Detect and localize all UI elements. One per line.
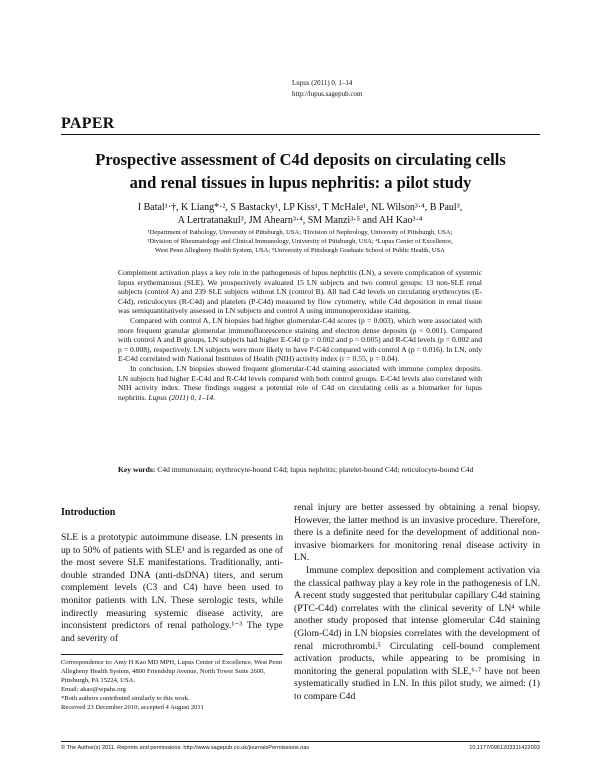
keywords-text: C4d immunostain; erythrocyte-bound C4d; lupus nephritis; platelet-bound C4d; reticulocyte-bound C4d — [157, 465, 474, 474]
footer-rule — [61, 741, 540, 742]
affiliations — [70, 228, 530, 255]
title-line-2: and renal tissues in lupus nephritis: a pilot study — [129, 173, 472, 192]
intro-paragraph-1: SLE is a prototypic autoimmune disease. LN presents in up to 50% of patients with SLE¹ and is regarded as one of the most severe SLE manifestations. Traditionally, anti-double stranded DNA (anti-dsDNA) titers, and serum complement levels (C3 and C4) have been used to monitor patients with LN. These serologic tests, while indirectly measuring systemic disease activity, are inconsistent predictors of renal pathology.¹⁻³ The type and severity of — [61, 532, 283, 644]
journal-url[interactable]: http://lupus.sagepub.com — [292, 90, 363, 98]
equal-contribution-note: *Both authors contributed similarly to this work. — [61, 695, 190, 702]
authors-line-1: I Batal¹·†, K Liang*·², S Bastacky¹, LP Kiss¹, T McHale¹, NL Wilson³·⁴, B Paul³, — [137, 202, 463, 213]
copyright-footer: © The Author(s) 2011. Reprints and permissions: http://www.sagepub.co.uk/journalsPermissions.nav — [61, 745, 310, 751]
left-column — [61, 532, 283, 645]
intro-paragraph-1-continued: renal injury are better assessed by obtaining a renal biopsy. However, the latter method is an invasive procedure. Therefore, there is a definite need for the development of additional non-invasive biomarkers for monitoring renal disease activity in LN. — [294, 502, 540, 564]
abstract-paragraph-3-text: In conclusion, LN biopsies showed frequent glomerular-C4d staining associated with immune complex deposits. LN subjects had higher E-C4d and R-C4d levels compared with both control groups. E-C4d levels also correlated with NIH activity index. These findings suggest a potential role of C4d on circulating cells as a biomarker for lupus nephritis. — [118, 363, 482, 402]
header-rule — [61, 134, 540, 135]
journal-header — [292, 78, 362, 100]
received-note: Received 23 December 2010; accepted 4 August 2011 — [61, 704, 204, 711]
keywords-label: Key words: — [118, 465, 156, 474]
authors-line-2: A Lertratanakul³, JM Ahearn³·⁴, SM Manzi³·⁵ and AH Kao³·⁴ — [177, 215, 423, 226]
introduction-heading: Introduction — [61, 507, 116, 518]
doi-footer: 10.1177/0961203311422093 — [469, 745, 540, 751]
correspondence-note: Correspondence to: Amy H Kao MD MPH, Lupus Center of Excellence, West Penn Allegheny Health System, 4800 Friendship Avenue, North Tower Suite 2600, Pittsburgh, PA 15224, USA. — [61, 659, 282, 684]
right-column — [294, 502, 540, 704]
footnotes — [61, 658, 283, 712]
footnote-rule — [61, 654, 283, 655]
abstract-paragraph-2: Compared with control A, LN biopsies had higher glomerular-C4d scores (p = 0.003), which were associated with more frequent granular glomerular immunofluorescence staining and electron dense deposits (p < 0.001). Compared with control A and B groups, LN subjects had higher E-C4d (p = 0.002 and p = 0.005) and R-C4d levels (p = 0.002 and p = 0.008), respectively. LN subjects were more likely to have P-C4d compared with control A (p = 0.016). In LN, only E-C4d correlated with National Institutes of Health (NIH) activity index (r = 0.55, p = 0.04). — [118, 315, 482, 364]
abstract-paragraph-1: Complement activation plays a key role in the pathogenesis of lupus nephritis (LN), a severe complication of systemic lupus erythematosus (SLE). We prospectively evaluated 15 LN subjects and two control groups: 13 non-SLE renal subjects (control A) and 239 SLE subjects without LN (control B). All had C4d levels on circulating erythrocytes (E-C4d), reticulocytes (R-C4d) and platelets (P-C4d) measured by flow cytometry, while C4d deposition in renal tissue was semiquantitatively assessed in LN subjects and control A using immunoperoxidase staining. — [118, 268, 482, 316]
abstract-citation: Lupus (2011) 0, 1–14. — [148, 392, 216, 402]
affiliations-line-3: West Penn Allegheny Health System, USA; ⁵University of Pittsburgh Graduate School of Public Health, USA — [155, 247, 445, 254]
journal-citation: Lupus (2011) 0, 1–14 — [292, 79, 353, 87]
article-title — [61, 148, 540, 194]
abstract — [118, 268, 482, 402]
affiliations-line-2: ³Division of Rheumatology and Clinical Immunology, University of Pittsburgh, USA; ⁴Lupus Center of Excellence, — [147, 238, 453, 245]
abstract-paragraph-3 — [118, 364, 482, 402]
author-list — [100, 201, 500, 227]
keywords — [118, 465, 482, 475]
title-line-1: Prospective assessment of C4d deposits on circulating cells — [95, 150, 506, 169]
section-label: PAPER — [61, 115, 115, 132]
affiliations-line-1: ¹Department of Pathology, University of Pittsburgh, USA; ²Division of Nephrology, University of Pittsburgh, USA; — [147, 229, 453, 236]
email-note[interactable]: Email: akao@wpahs.org — [61, 686, 126, 693]
intro-paragraph-2: Immune complex deposition and complement activation via the classical pathway play a key role in the pathogenesis of LN. A recent study suggested that peritubular capillary C4d staining (PTC-C4d) correlates with the clinical severity of LN⁴ while another study proposed that intense glomerular C4d staining (Glom-C4d) in LN biopsies correlates with the development of renal microthrombi.⁵ Circulating cell-bound complement activation products, while appearing to be promising in monitoring the general population with SLE,⁶·⁷ have not been systematically studied in LN. In this pilot study, we aimed: (1) to compare C4d — [294, 564, 540, 702]
